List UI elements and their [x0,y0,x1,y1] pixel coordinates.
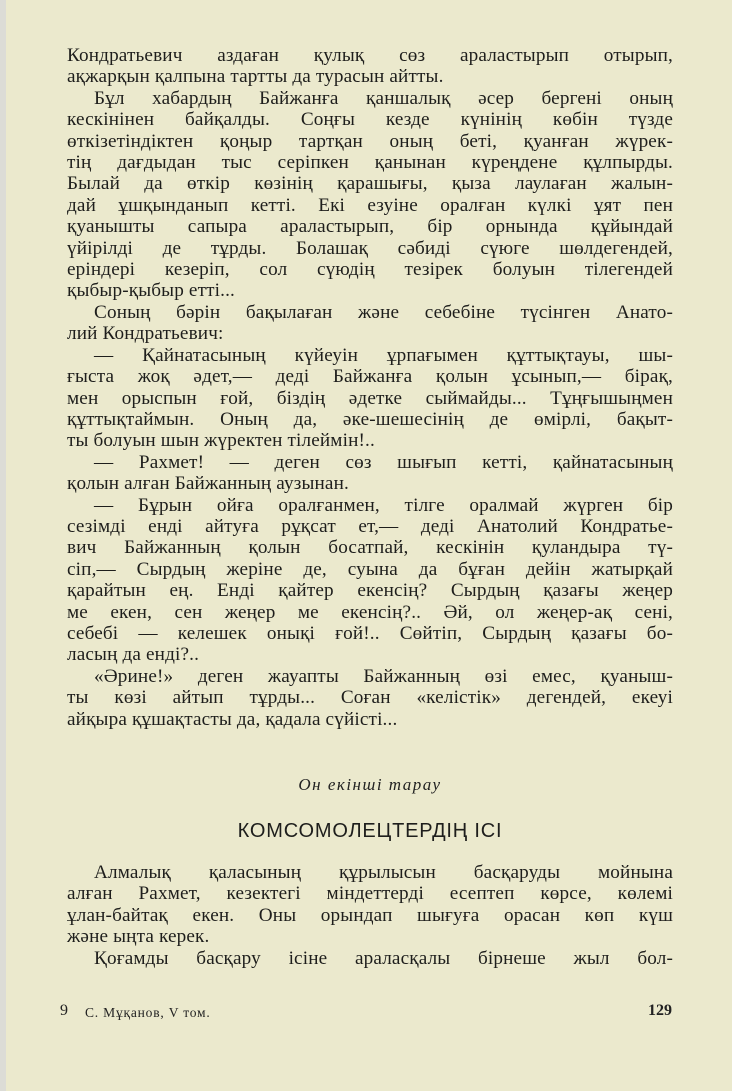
text-line: лий Кондратьевич: [67,323,224,345]
text-line: және ыңта керек. [67,926,210,948]
text-line: Кондратьевич аздаған қулық сөз араластырып отырып, [67,45,673,66]
text-line: қолын алған Байжанның аузынан. [67,473,349,495]
text-line: қарайтын ең. Енді қайтер екенсің? Сырдың қазағы жеңер [67,580,673,602]
signature-number: 9 [60,1002,68,1019]
text-line: ласың да енді?.. [67,644,200,666]
text-line: Былай да өткір көзінің қарашығы, қыза лаулаған жалын- [67,173,673,195]
chapter-title: КОМСОМОЛЕЦТЕРДІҢ ІСІ [237,820,503,842]
text-line: мен орыспын ғой, біздің әдетке сыймайды... Тұңғышыңмен [67,387,673,409]
text-line: тің дағдыдан тыс серіпкен қанынан күреңдене құлпырды. [67,152,673,174]
footer-source: С. Мұқанов, V том. [85,1005,211,1020]
text-line: — Рахмет! — деген сөз шығып кетті, қайнатасының [94,451,673,473]
text-line: ақжарқын қалпына тартты да турасын айтты. [67,66,444,88]
text-line: айқыра құшақтасты да, қадала сүйісті... [67,708,398,730]
text-line: ғыста жоқ әдет,— деді Байжанға қолын ұсынып,— бірақ, [67,366,673,388]
text-line: — Бұрын ойға оралғанмен, тілге оралмай жүрген бір [94,494,673,516]
body-text-part1 [67,45,673,730]
text-line: «Әрине!» деген жауапты Байжанның өзі емес, қуаныш- [94,665,673,687]
text-line: қыбыр-қыбыр еттi... [67,280,235,302]
text-line: — Қайнатасының күйеуін ұрпағымен құттықтауы, шы- [94,344,673,366]
text-line: себебі — келешек онықі ғой!.. Сөйтіп, Сырдың қазағы бо- [67,622,673,644]
chapter-subtitle: Он екінші тарау [298,775,442,794]
text-line: ты көзі айтып тұрды... Соған «келістік» дегендей, екеуі [67,687,673,709]
text-line: ме екен, сен жеңер ме екенсің?.. Әй, ол жеңер-ақ сені, [67,601,673,623]
text-line: Соның бәрін бақылаған және себебіне түсінген Анато- [94,301,673,323]
text-line: ерiндерi кезерiп, сол сүюдiң тезiрек болуын тiлегендей [67,259,673,281]
text-line: қуанышты сапыра араластырып, бір орнында құйындай [67,216,673,238]
page-number: 129 [648,1002,672,1019]
text-line: дай ұшқынданып кетті. Екі езуіне оралған күлкі ұят пен [67,194,673,216]
text-line: Қоғамды басқару ісіне араласқалы бірнеше жыл бол- [94,947,673,969]
text-line: ты болуын шын жүректен тілеймін!.. [67,430,375,452]
text-line: сезімді енді айтуға рұқсат ет,— деді Анатолий Кондратье- [67,515,673,537]
text-line: құттықтаймын. Оның да, әке-шешесінің де өмірлі, бақыт- [67,408,673,430]
body-text-part2 [67,862,673,969]
text-line: вич Байжанның қолын босатпай, кескінін қуландыра тү- [67,537,673,559]
text-line: алған Рахмет, кезектегі міндеттерді есептеп көрсе, көлемі [67,883,673,905]
text-line: ұлан-байтақ екен. Оны орындап шығуға орасан көп күш [67,904,673,926]
text-line: Бұл хабардың Байжанға қаншалық әсер бергені оның [94,87,673,109]
text-line: өткізетіндіктен қоңыр тартқан оның беті, қуанған жүрек- [67,130,673,152]
text-line: үйірілді де тұрды. Болашақ сәбиді сүюге шөлдегендей, [67,237,673,259]
text-line: Алмалық қаласының құрылысын басқаруды мойнына [94,862,673,883]
text-line: кескінінен байқалды. Соңғы кезде күнінің көбін түзде [67,109,673,131]
text-line: сіп,— Сырдың жеріне де, суына да бұған дейін жатырқай [67,558,673,580]
